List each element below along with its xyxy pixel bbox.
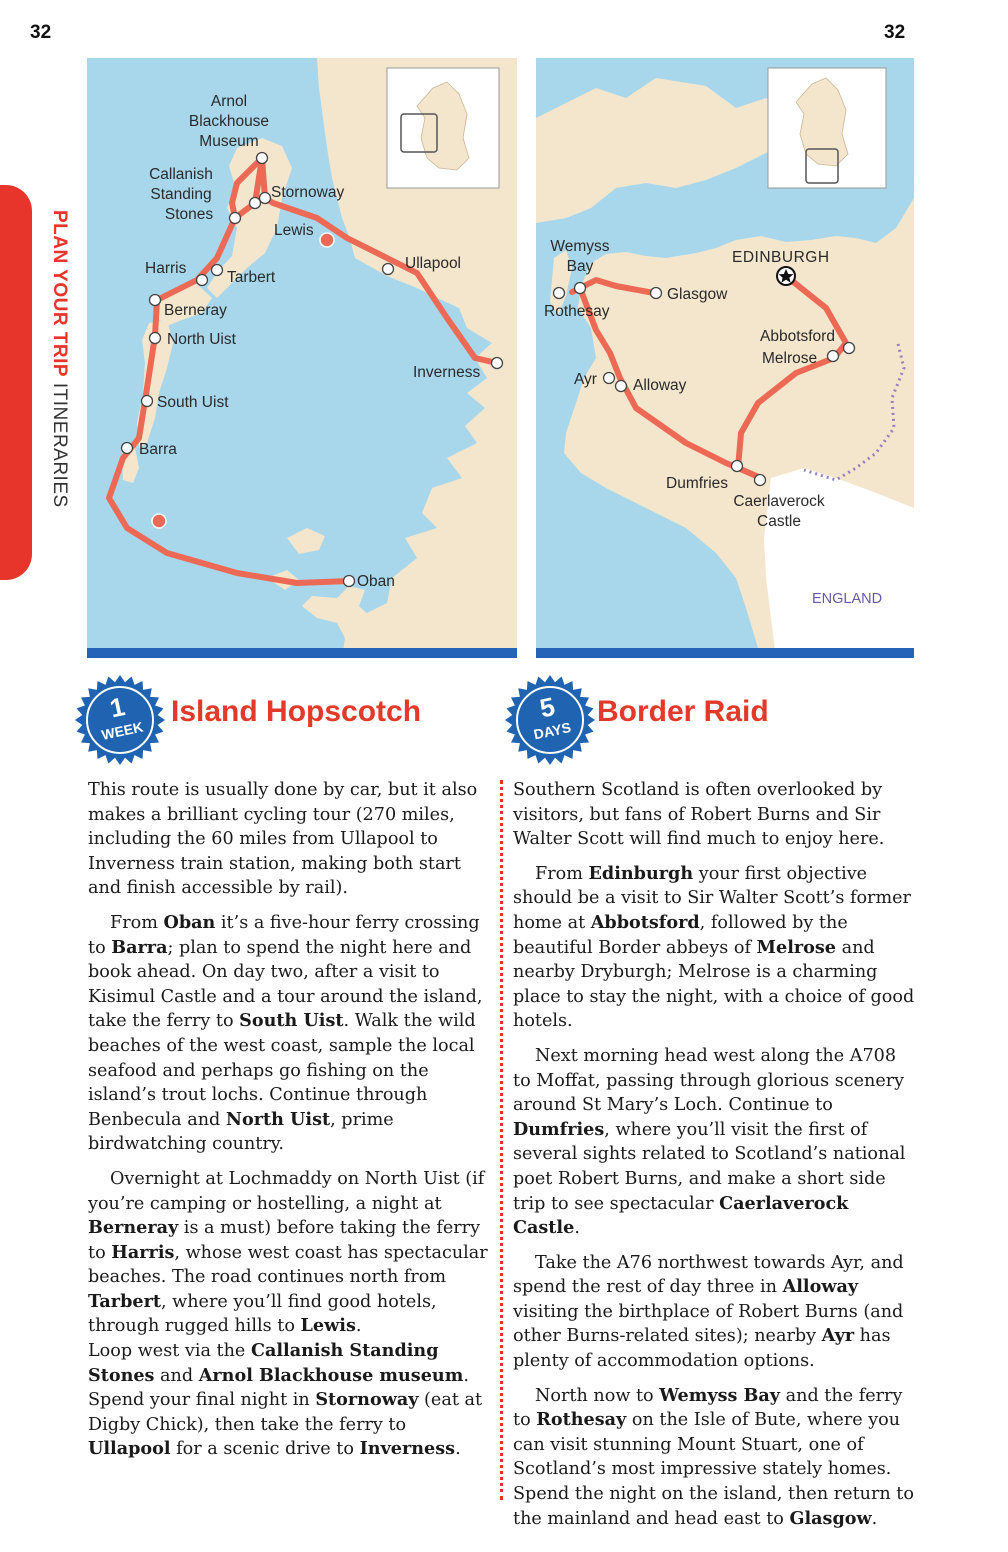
svg-text:ENGLAND: ENGLAND <box>812 591 883 607</box>
svg-text:Dumfries: Dumfries <box>666 475 729 492</box>
paragraph: Take the A76 northwest towards Ayr, and spend the rest of day three in Alloway visiting the birthplace of Robert Burns (and other Burns-related sites); nearby Ayr has plenty of accommodation options. <box>513 1252 904 1372</box>
svg-text:Melrose: Melrose <box>762 350 818 367</box>
svg-text:North Uist: North Uist <box>167 331 236 348</box>
paragraph: From Edinburgh your first objective should be a visit to Sir Walter Scott’s former home at Abbotsford, followed by the beautiful Border abbeys of Melrose and nearby Dryburgh; Melrose is a charming place to stay the night, with a choice of good hotels. <box>513 862 915 1032</box>
svg-text:Bay: Bay <box>566 258 594 275</box>
itinerary-title-border-raid: Border Raid <box>597 695 769 728</box>
itinerary-text-right <box>513 778 918 1541</box>
paragraph: Overnight at Lochmaddy on North Uist (if you’re camping or hostelling, a night at Berneray is a must) before taking the ferry to Harris, whose west coast has spectacular beaches. The road continues north from Tarbert, where you’ll find good hotels, through rugged hills to Lewis. <box>88 1168 488 1337</box>
column-divider <box>500 780 503 1500</box>
svg-text:Barra: Barra <box>139 441 177 458</box>
svg-text:Callanish: Callanish <box>149 166 213 183</box>
svg-text:PLAN YOUR TRIP ITINERARIES: PLAN YOUR TRIP ITINERARIES <box>49 210 70 508</box>
svg-text:5: 5 <box>537 691 558 724</box>
svg-text:Stornoway: Stornoway <box>271 184 345 201</box>
page-number-left: 32 <box>30 22 52 43</box>
svg-text:Standing: Standing <box>150 186 212 203</box>
paragraph: Loop west via the Callanish Standing Stones and Arnol Blackhouse museum. Spend your final night in Stornoway (eat at Digby Chick), then take the ferry to Ullapool for a scenic drive to Inverness. <box>88 1340 483 1460</box>
svg-text:DAYS: DAYS <box>532 719 573 743</box>
svg-text:Rothesay: Rothesay <box>544 303 610 320</box>
svg-text:Glasgow: Glasgow <box>667 286 728 303</box>
svg-text:Stones: Stones <box>164 206 214 223</box>
section-tab-label <box>26 208 70 548</box>
svg-text:Wemyss: Wemyss <box>550 238 610 255</box>
svg-text:Harris: Harris <box>145 260 187 277</box>
duration-badge-5-days <box>504 674 596 766</box>
svg-text:1: 1 <box>107 691 128 724</box>
page-number-right: 32 <box>884 22 906 43</box>
svg-text:Castle: Castle <box>757 513 801 530</box>
map-island-hopscotch <box>87 58 517 658</box>
itinerary-title-island-hopscotch: Island Hopscotch <box>171 695 422 728</box>
svg-text:Museum: Museum <box>199 133 259 150</box>
svg-text:Blackhouse: Blackhouse <box>188 113 270 130</box>
svg-text:EDINBURGH: EDINBURGH <box>732 249 830 266</box>
svg-text:WEEK: WEEK <box>100 718 145 743</box>
map-border-raid <box>536 58 914 658</box>
svg-text:Ullapool: Ullapool <box>405 255 462 272</box>
paragraph: Southern Scotland is often overlooked by visitors, but fans of Robert Burns and Sir Walter Scott will find much to enjoy here. <box>513 780 885 850</box>
svg-text:Tarbert: Tarbert <box>227 269 276 286</box>
paragraph: North now to Wemyss Bay and the ferry to Rothesay on the Isle of Bute, where you can visit stunning Mount Stuart, one of Scotland’s most impressive stately homes. Spend the night on the island, then return to the mainland and head east to Glasgow. <box>513 1384 914 1529</box>
svg-text:Ayr: Ayr <box>574 371 597 388</box>
svg-text:Abbotsford: Abbotsford <box>760 328 835 345</box>
paragraph: This route is usually done by car, but it also makes a brilliant cycling tour (270 miles, including the 60 miles from Ullapool to Inverness train station, making both start and finish accessible by rail). <box>88 780 478 899</box>
svg-text:Inverness: Inverness <box>413 364 481 381</box>
paragraph: From Oban it’s a five-hour ferry crossing to Barra; plan to spend the night here and book ahead. On day two, after a visit to Kisimul Castle and a tour around the island, take the ferry to South Uist. Walk the wild beaches of the west coast, sample the local seafood and perhaps go fishing on the island’s trout lochs. Continue through Benbecula and North Uist, prime birdwatching country. <box>88 911 483 1155</box>
duration-badge-1-week <box>74 674 166 766</box>
svg-text:Arnol: Arnol <box>210 93 248 110</box>
itinerary-text-left <box>88 778 494 1472</box>
paragraph: Next morning head west along the A708 to Moffat, passing through glorious scenery around St Mary’s Loch. Continue to Dumfries, where you’ll visit the first of several sights related to Scotland’s national poet Robert Burns, and make a short side trip to see spectacular Caerlaverock Castle. <box>513 1045 906 1239</box>
svg-text:Caerlaverock: Caerlaverock <box>733 493 825 510</box>
svg-text:South Uist: South Uist <box>157 394 229 411</box>
svg-text:Lewis: Lewis <box>274 222 314 239</box>
svg-text:Berneray: Berneray <box>164 302 227 319</box>
svg-text:Oban: Oban <box>357 573 395 590</box>
svg-text:Alloway: Alloway <box>633 377 687 394</box>
